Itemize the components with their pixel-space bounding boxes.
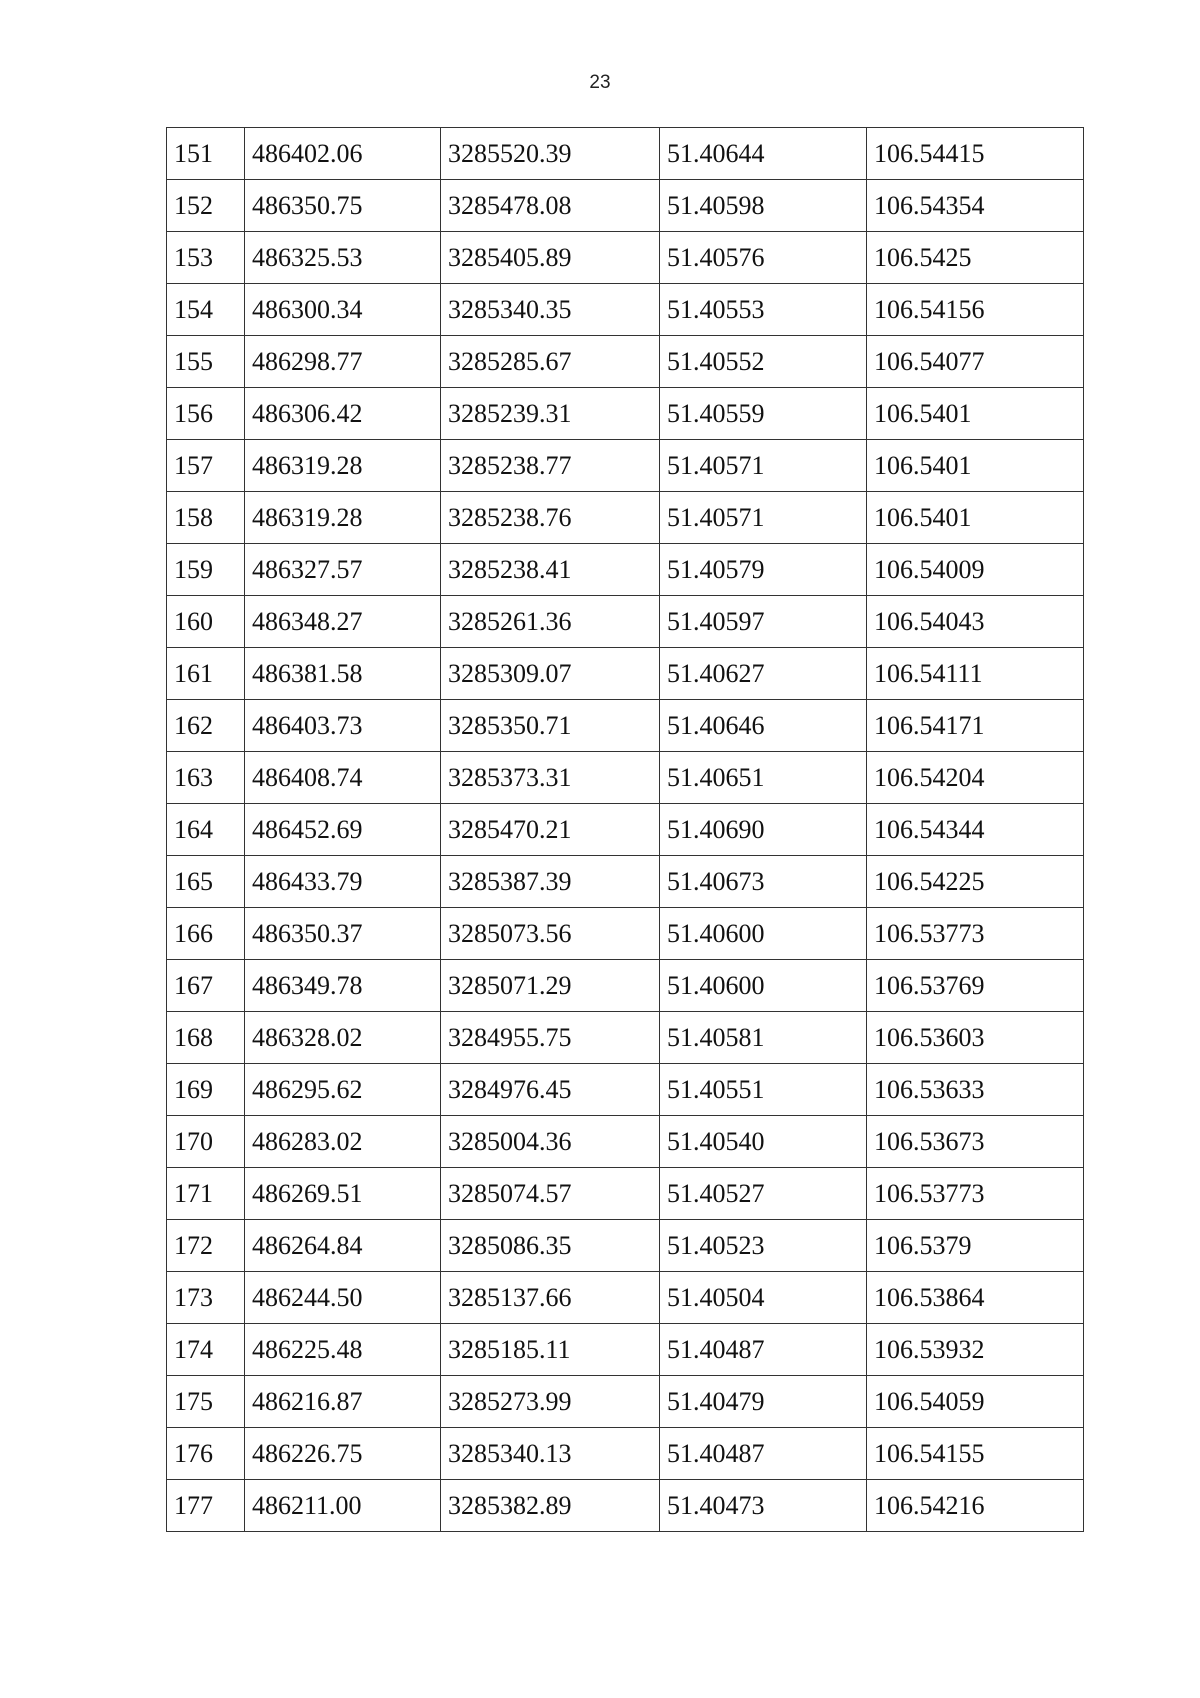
x-coordinate-cell: 486402.06: [245, 128, 441, 180]
y-coordinate-cell: 3285387.39: [441, 856, 660, 908]
table-row: [167, 284, 1084, 336]
latitude-cell: 51.40523: [660, 1220, 867, 1272]
point-number-cell: 165: [167, 856, 245, 908]
table-row: [167, 960, 1084, 1012]
y-coordinate-cell: 3285071.29: [441, 960, 660, 1012]
latitude-cell: 51.40581: [660, 1012, 867, 1064]
point-number-cell: 158: [167, 492, 245, 544]
longitude-cell: 106.54059: [867, 1376, 1084, 1428]
longitude-cell: 106.54354: [867, 180, 1084, 232]
x-coordinate-cell: 486269.51: [245, 1168, 441, 1220]
point-number-cell: 175: [167, 1376, 245, 1428]
y-coordinate-cell: 3285273.99: [441, 1376, 660, 1428]
longitude-cell: 106.5401: [867, 492, 1084, 544]
latitude-cell: 51.40600: [660, 908, 867, 960]
latitude-cell: 51.40597: [660, 596, 867, 648]
x-coordinate-cell: 486306.42: [245, 388, 441, 440]
longitude-cell: 106.54077: [867, 336, 1084, 388]
longitude-cell: 106.54204: [867, 752, 1084, 804]
point-number-cell: 155: [167, 336, 245, 388]
longitude-cell: 106.53932: [867, 1324, 1084, 1376]
longitude-cell: 106.5425: [867, 232, 1084, 284]
table-row: [167, 180, 1084, 232]
longitude-cell: 106.53603: [867, 1012, 1084, 1064]
latitude-cell: 51.40646: [660, 700, 867, 752]
y-coordinate-cell: 3285373.31: [441, 752, 660, 804]
longitude-cell: 106.54415: [867, 128, 1084, 180]
x-coordinate-cell: 486211.00: [245, 1480, 441, 1532]
table-row: [167, 1012, 1084, 1064]
y-coordinate-cell: 3285074.57: [441, 1168, 660, 1220]
x-coordinate-cell: 486319.28: [245, 440, 441, 492]
longitude-cell: 106.54155: [867, 1428, 1084, 1480]
table-row: [167, 856, 1084, 908]
table-row: [167, 908, 1084, 960]
x-coordinate-cell: 486403.73: [245, 700, 441, 752]
y-coordinate-cell: 3285309.07: [441, 648, 660, 700]
point-number-cell: 174: [167, 1324, 245, 1376]
x-coordinate-cell: 486319.28: [245, 492, 441, 544]
table-row: [167, 804, 1084, 856]
point-number-cell: 151: [167, 128, 245, 180]
y-coordinate-cell: 3285340.13: [441, 1428, 660, 1480]
x-coordinate-cell: 486295.62: [245, 1064, 441, 1116]
table-row: [167, 1064, 1084, 1116]
y-coordinate-cell: 3285520.39: [441, 128, 660, 180]
y-coordinate-cell: 3285004.36: [441, 1116, 660, 1168]
table-row: [167, 1324, 1084, 1376]
point-number-cell: 154: [167, 284, 245, 336]
table-row: [167, 1168, 1084, 1220]
point-number-cell: 160: [167, 596, 245, 648]
x-coordinate-cell: 486350.37: [245, 908, 441, 960]
y-coordinate-cell: 3285261.36: [441, 596, 660, 648]
table-row: [167, 648, 1084, 700]
table-row: [167, 544, 1084, 596]
latitude-cell: 51.40598: [660, 180, 867, 232]
table-row: [167, 1428, 1084, 1480]
latitude-cell: 51.40600: [660, 960, 867, 1012]
y-coordinate-cell: 3285239.31: [441, 388, 660, 440]
longitude-cell: 106.54225: [867, 856, 1084, 908]
coordinates-table: [166, 127, 1084, 1532]
table-row: [167, 752, 1084, 804]
latitude-cell: 51.40479: [660, 1376, 867, 1428]
latitude-cell: 51.40627: [660, 648, 867, 700]
table-row: [167, 596, 1084, 648]
point-number-cell: 168: [167, 1012, 245, 1064]
y-coordinate-cell: 3285340.35: [441, 284, 660, 336]
longitude-cell: 106.5401: [867, 388, 1084, 440]
latitude-cell: 51.40571: [660, 440, 867, 492]
x-coordinate-cell: 486408.74: [245, 752, 441, 804]
longitude-cell: 106.53773: [867, 1168, 1084, 1220]
latitude-cell: 51.40559: [660, 388, 867, 440]
x-coordinate-cell: 486244.50: [245, 1272, 441, 1324]
y-coordinate-cell: 3285185.11: [441, 1324, 660, 1376]
x-coordinate-cell: 486327.57: [245, 544, 441, 596]
point-number-cell: 163: [167, 752, 245, 804]
longitude-cell: 106.54043: [867, 596, 1084, 648]
x-coordinate-cell: 486433.79: [245, 856, 441, 908]
point-number-cell: 153: [167, 232, 245, 284]
longitude-cell: 106.54216: [867, 1480, 1084, 1532]
longitude-cell: 106.5379: [867, 1220, 1084, 1272]
table-row: [167, 128, 1084, 180]
latitude-cell: 51.40487: [660, 1324, 867, 1376]
latitude-cell: 51.40504: [660, 1272, 867, 1324]
point-number-cell: 176: [167, 1428, 245, 1480]
latitude-cell: 51.40552: [660, 336, 867, 388]
table-row: [167, 492, 1084, 544]
latitude-cell: 51.40551: [660, 1064, 867, 1116]
x-coordinate-cell: 486283.02: [245, 1116, 441, 1168]
x-coordinate-cell: 486264.84: [245, 1220, 441, 1272]
y-coordinate-cell: 3285405.89: [441, 232, 660, 284]
point-number-cell: 157: [167, 440, 245, 492]
y-coordinate-cell: 3284955.75: [441, 1012, 660, 1064]
x-coordinate-cell: 486300.34: [245, 284, 441, 336]
point-number-cell: 156: [167, 388, 245, 440]
latitude-cell: 51.40487: [660, 1428, 867, 1480]
x-coordinate-cell: 486226.75: [245, 1428, 441, 1480]
longitude-cell: 106.5401: [867, 440, 1084, 492]
latitude-cell: 51.40673: [660, 856, 867, 908]
x-coordinate-cell: 486225.48: [245, 1324, 441, 1376]
point-number-cell: 166: [167, 908, 245, 960]
point-number-cell: 162: [167, 700, 245, 752]
point-number-cell: 152: [167, 180, 245, 232]
table-row: [167, 440, 1084, 492]
x-coordinate-cell: 486348.27: [245, 596, 441, 648]
y-coordinate-cell: 3285478.08: [441, 180, 660, 232]
y-coordinate-cell: 3285238.76: [441, 492, 660, 544]
longitude-cell: 106.53773: [867, 908, 1084, 960]
x-coordinate-cell: 486381.58: [245, 648, 441, 700]
latitude-cell: 51.40576: [660, 232, 867, 284]
y-coordinate-cell: 3285073.56: [441, 908, 660, 960]
latitude-cell: 51.40690: [660, 804, 867, 856]
point-number-cell: 170: [167, 1116, 245, 1168]
y-coordinate-cell: 3285238.41: [441, 544, 660, 596]
point-number-cell: 161: [167, 648, 245, 700]
table-row: [167, 700, 1084, 752]
table-row: [167, 1220, 1084, 1272]
latitude-cell: 51.40644: [660, 128, 867, 180]
longitude-cell: 106.54156: [867, 284, 1084, 336]
table-row: [167, 336, 1084, 388]
point-number-cell: 177: [167, 1480, 245, 1532]
point-number-cell: 173: [167, 1272, 245, 1324]
x-coordinate-cell: 486350.75: [245, 180, 441, 232]
table-row: [167, 1272, 1084, 1324]
latitude-cell: 51.40527: [660, 1168, 867, 1220]
y-coordinate-cell: 3285350.71: [441, 700, 660, 752]
longitude-cell: 106.54009: [867, 544, 1084, 596]
y-coordinate-cell: 3285470.21: [441, 804, 660, 856]
point-number-cell: 159: [167, 544, 245, 596]
x-coordinate-cell: 486216.87: [245, 1376, 441, 1428]
table-body: [167, 128, 1084, 1532]
longitude-cell: 106.53769: [867, 960, 1084, 1012]
latitude-cell: 51.40651: [660, 752, 867, 804]
x-coordinate-cell: 486328.02: [245, 1012, 441, 1064]
y-coordinate-cell: 3285137.66: [441, 1272, 660, 1324]
point-number-cell: 167: [167, 960, 245, 1012]
x-coordinate-cell: 486452.69: [245, 804, 441, 856]
point-number-cell: 169: [167, 1064, 245, 1116]
table-row: [167, 388, 1084, 440]
longitude-cell: 106.54344: [867, 804, 1084, 856]
y-coordinate-cell: 3285238.77: [441, 440, 660, 492]
longitude-cell: 106.54111: [867, 648, 1084, 700]
longitude-cell: 106.53673: [867, 1116, 1084, 1168]
latitude-cell: 51.40540: [660, 1116, 867, 1168]
y-coordinate-cell: 3285285.67: [441, 336, 660, 388]
latitude-cell: 51.40473: [660, 1480, 867, 1532]
longitude-cell: 106.53633: [867, 1064, 1084, 1116]
point-number-cell: 164: [167, 804, 245, 856]
point-number-cell: 172: [167, 1220, 245, 1272]
latitude-cell: 51.40553: [660, 284, 867, 336]
table-row: [167, 1480, 1084, 1532]
latitude-cell: 51.40571: [660, 492, 867, 544]
point-number-cell: 171: [167, 1168, 245, 1220]
page-number: 23: [589, 72, 611, 93]
x-coordinate-cell: 486298.77: [245, 336, 441, 388]
y-coordinate-cell: 3285086.35: [441, 1220, 660, 1272]
latitude-cell: 51.40579: [660, 544, 867, 596]
y-coordinate-cell: 3285382.89: [441, 1480, 660, 1532]
y-coordinate-cell: 3284976.45: [441, 1064, 660, 1116]
x-coordinate-cell: 486325.53: [245, 232, 441, 284]
table-row: [167, 232, 1084, 284]
longitude-cell: 106.53864: [867, 1272, 1084, 1324]
longitude-cell: 106.54171: [867, 700, 1084, 752]
table-row: [167, 1376, 1084, 1428]
table-row: [167, 1116, 1084, 1168]
x-coordinate-cell: 486349.78: [245, 960, 441, 1012]
